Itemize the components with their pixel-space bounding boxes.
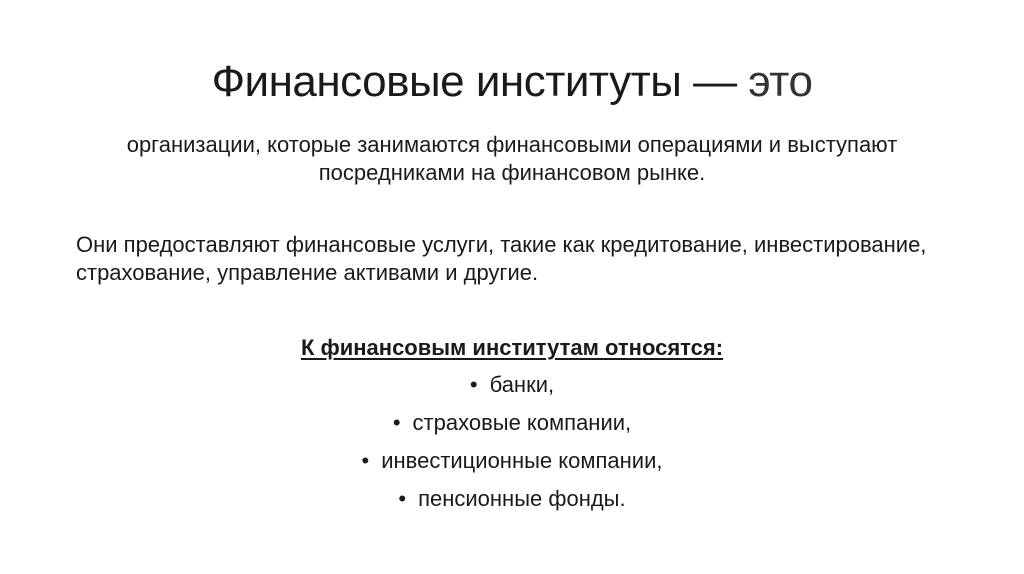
bullet-icon: • [469, 372, 478, 397]
list-item-label: страховые компании, [412, 410, 632, 435]
institutions-list [0, 371, 1024, 523]
list-item [0, 485, 1024, 523]
list-heading-text: К финансовым институтам относятся: [300, 335, 724, 360]
bullet-icon: • [398, 486, 407, 511]
list-item [0, 447, 1024, 485]
title-main: Финансовые институты — [211, 57, 737, 106]
definition-text: организации, которые занимаются финансовыми операциями и выступают посредниками на финансовом рынке. [126, 132, 898, 185]
list-item [0, 409, 1024, 447]
list-item-label: банки, [489, 372, 555, 397]
list-item-label: пенсионные фонды. [418, 486, 626, 511]
list-heading [0, 334, 1024, 362]
list-item-label: инвестиционные компании, [381, 448, 663, 473]
title-tail: это [736, 57, 813, 106]
services-text: Они предоставляют финансовые услуги, такие как кредитование, инвестирование, страхование, управление активами и другие. [76, 232, 927, 285]
bullet-icon: • [392, 410, 401, 435]
slide-title [0, 50, 1024, 114]
list-item [0, 371, 1024, 409]
bullet-icon: • [361, 448, 370, 473]
